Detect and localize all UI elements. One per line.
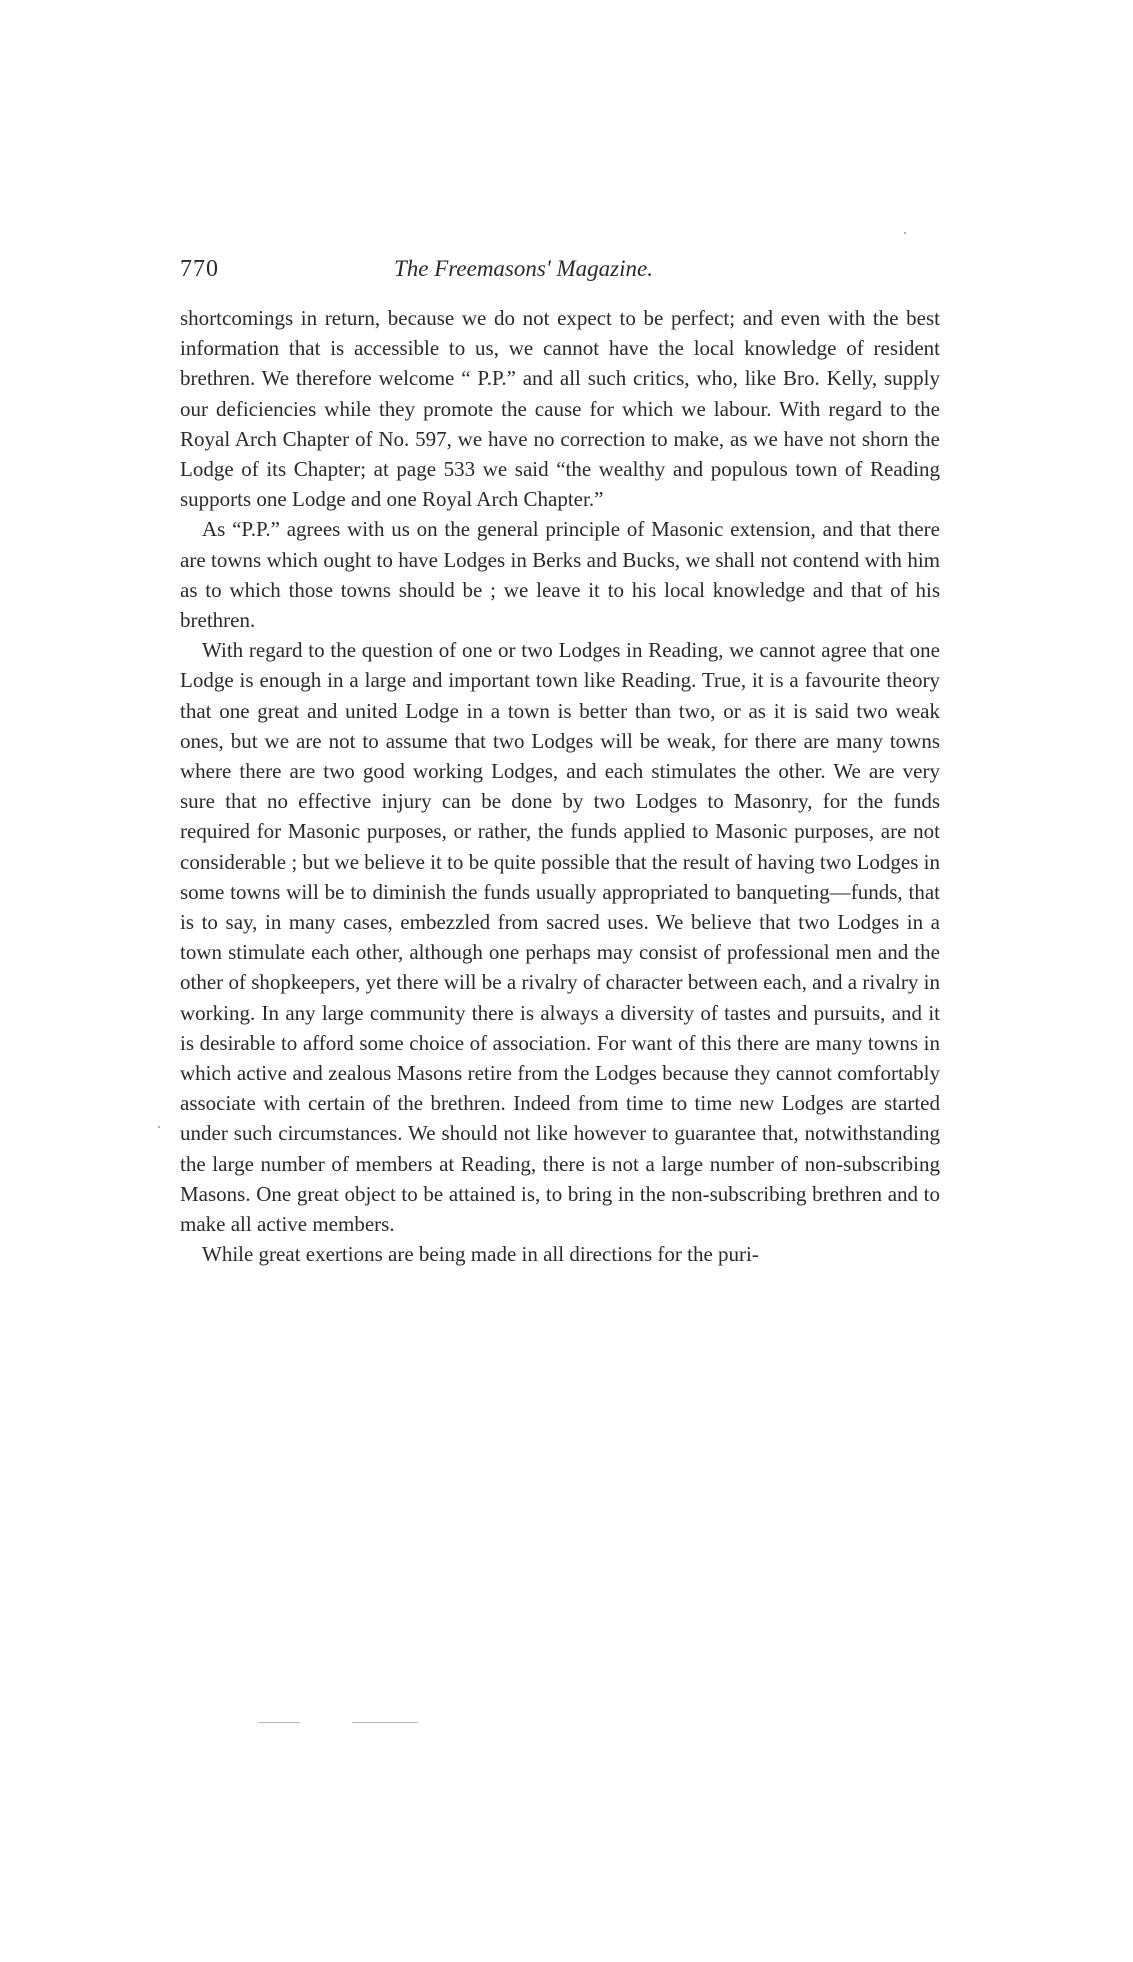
journal-title: The Freemasons' Magazine. — [394, 256, 653, 281]
running-head — [180, 256, 940, 296]
scan-dot-margin — [158, 1126, 160, 1128]
paragraph-lodges-in-reading: With regard to the question of one or two Lodges in Reading, we cannot agree that one Lodge is enough in a large and important town like Reading. True, it is a favourite theory that one great and united Lodge in a town is better than two, or as it is said two weak ones, but we are not to assume that two Lodges will be weak, for there are many towns where there are two good working Lodges, and each stimulates the other. We are very sure that no effective injury can be done by two Lodges to Masonry, for the funds required for Masonic purposes, or rather, the funds applied to Masonic purposes, are not considerable ; but we believe it to be quite possible that the result of having two Lodges in some towns will be to diminish the funds usually appropriated to banqueting—funds, that is to say, in many cases, embezzled from sacred uses. We believe that two Lodges in a town stimulate each other, although one perhaps may consist of professional men and the other of shopkeepers, yet there will be a rivalry of character between each, and a rivalry in working. In any large community there is always a diversity of tastes and pursuits, and it is desirable to afford some choice of association. For want of this there are many towns in which active and zealous Masons retire from the Lodges because they cannot comfortably associate with certain of the brethren. Indeed from time to time new Lodges are started under such circumstances. We should not like however to guarantee that, notwithstanding the large number of members at Reading, there is not a large number of non-subscribing Masons. One great object to be attained is, to bring in the non-subscribing brethren and to make all active members. — [180, 638, 940, 1237]
page-number: 770 — [180, 256, 219, 282]
scan-dot-top — [904, 232, 906, 234]
paragraph-exertions: While great exertions are being made in all directions for the puri- — [202, 1242, 759, 1267]
scan-artifact-right — [352, 1722, 418, 1723]
paragraph-continuation: shortcomings in return, because we do not expect to be perfect; and even with the best information that is accessible to us, we cannot have the local knowledge of resident brethren. We therefore welcome “ P.P.” and all such critics, who, like Bro. Kelly, supply our deficiencies while they promote the cause for which we labour. With regard to the Royal Arch Chapter of No. 597, we have no correction to make, as we have not shorn the Lodge of its Chapter; at page 533 we said “the wealthy and populous town of Reading supports one Lodge and one Royal Arch Chapter.” — [180, 306, 940, 512]
scan-artifact-left — [258, 1722, 300, 1723]
paragraph-masonic-extension: As “P.P.” agrees with us on the general principle of Masonic extension, and that there are towns which ought to have Lodges in Berks and Bucks, we shall not contend with him as to which those towns should be ; we leave it to his local knowledge and that of his brethren. — [180, 517, 940, 633]
article-text — [180, 303, 940, 1270]
